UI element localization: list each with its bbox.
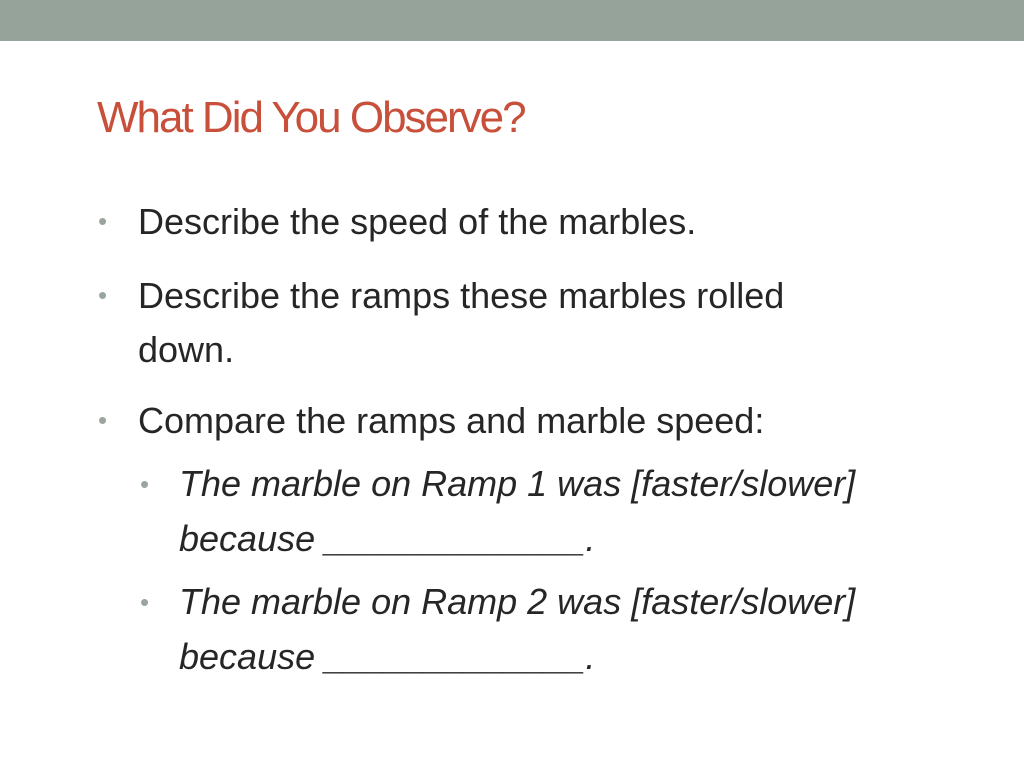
bullet-2-line-2: down. xyxy=(138,329,235,370)
bullet-dot-icon: • xyxy=(98,280,108,310)
slide-title: What Did You Observe? xyxy=(97,93,525,142)
bullet-dot-icon: • xyxy=(98,206,108,236)
bullet-3-line-1: Compare the ramps and marble speed: xyxy=(138,400,765,441)
sub-bullet-2-line-1: The marble on Ramp 2 was [faster/slower] xyxy=(179,581,856,622)
bullet-dot-icon: • xyxy=(98,405,108,435)
sub-bullet-1-line-2: because _____________. xyxy=(179,518,596,559)
bullet-dot-icon: • xyxy=(140,469,150,499)
sub-bullet-1-line-1: The marble on Ramp 1 was [faster/slower] xyxy=(179,463,856,504)
bullet-2-line-1: Describe the ramps these marbles rolled xyxy=(138,275,785,316)
bullet-1-line-1: Describe the speed of the marbles. xyxy=(138,201,697,242)
bullet-dot-icon: • xyxy=(140,587,150,617)
sub-bullet-2-line-2: because _____________. xyxy=(179,636,596,677)
